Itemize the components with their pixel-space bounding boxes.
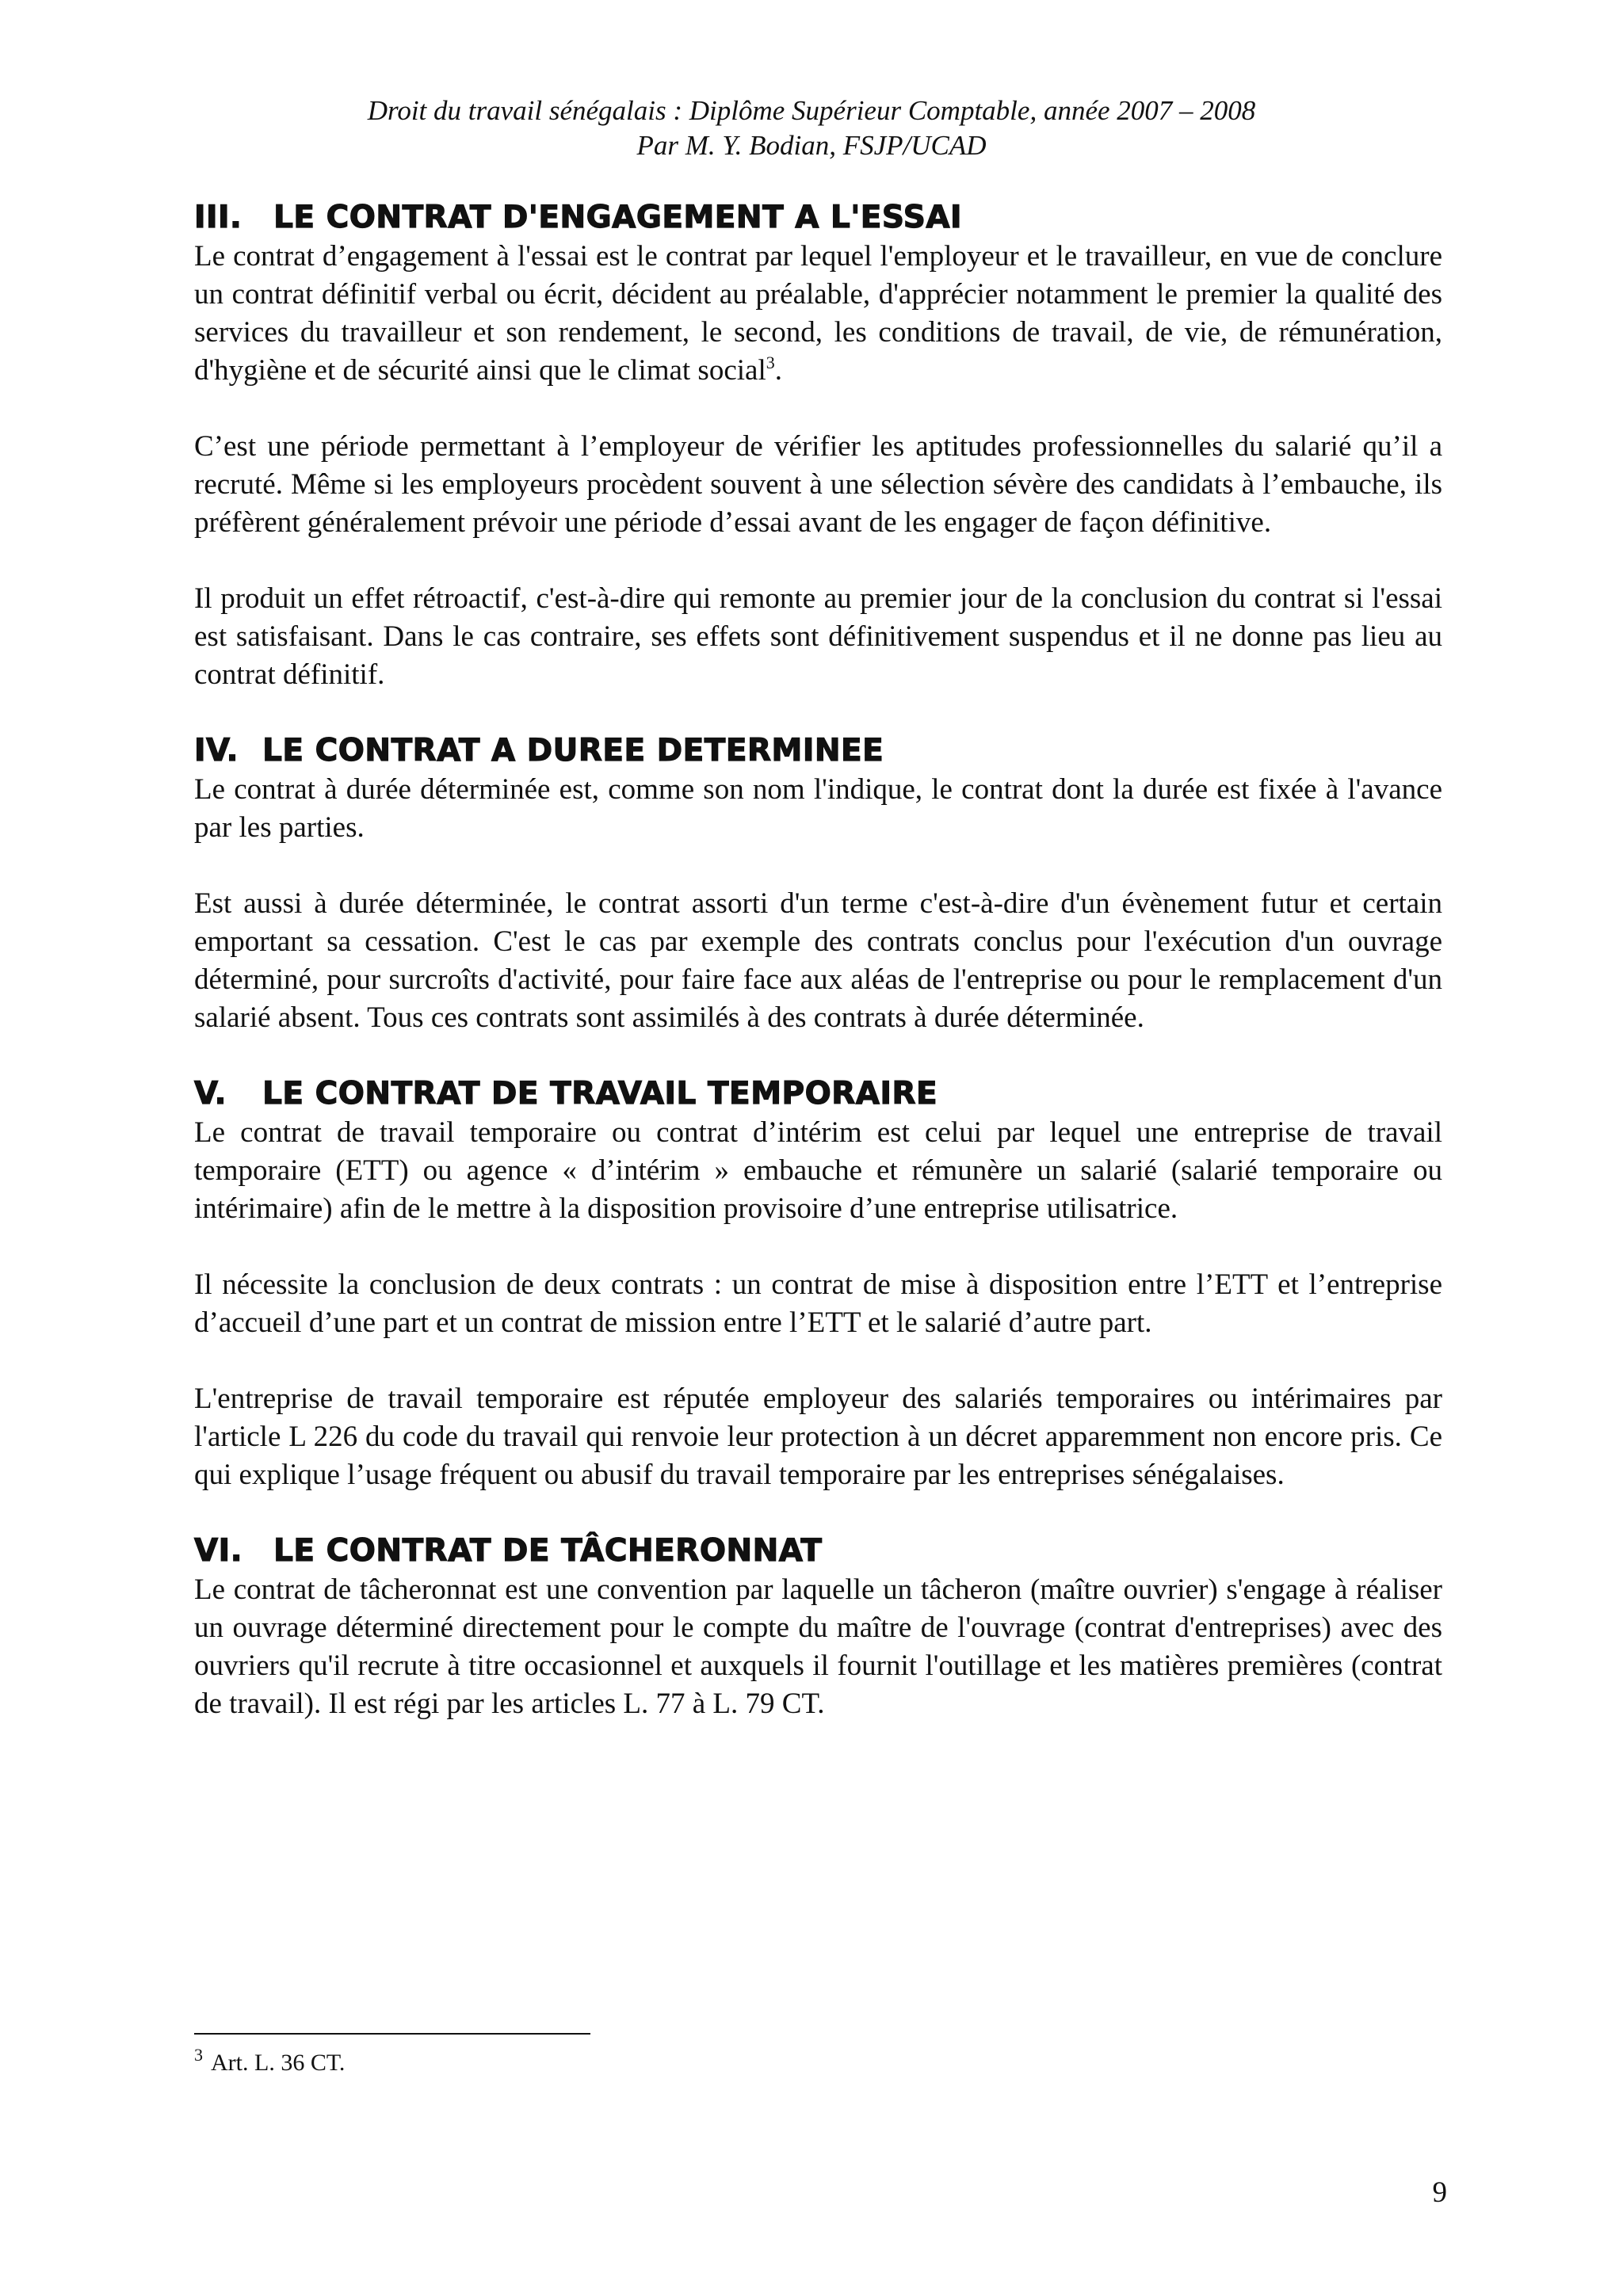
section-heading bbox=[194, 198, 1442, 238]
footnote bbox=[194, 2047, 345, 2079]
paragraph: Le contrat d’engagement à l'essai est le contrat par lequel l'employeur et le travailleur, en vue de conclure un contrat définitif verbal ou écrit, décident au préalable, d'apprécier notamment le premier la qualité des services du travailleur et son rendement, le second, les conditions de travail, de vie, de rémunération, d'hygiène et de sécurité ainsi que le climat social$^3$. bbox=[194, 240, 1442, 387]
section-title: LE CONTRAT DE TRAVAIL TEMPORAIRE bbox=[262, 1076, 938, 1112]
section-iv bbox=[194, 731, 1442, 1037]
section-title: LE CONTRAT A DUREE DETERMINEE bbox=[262, 733, 884, 769]
footnote-text: Art. L. 36 CT. bbox=[211, 2050, 346, 2076]
footnote-reference[interactable]: 3 bbox=[766, 353, 775, 372]
section-heading bbox=[194, 731, 1442, 771]
section-v bbox=[194, 1074, 1442, 1494]
paragraph: Le contrat de tâcheronnat est une convention par laquelle un tâcheron (maître ouvrier) s'engage à réaliser un ouvrage déterminé directement pour le compte du maître de l'ouvrage (contrat d'entreprises) avec des ouvriers qu'il recrute à titre occasionnel et auxquels il fournit l'outillage et les matières premières (contrat de travail). Il est régi par les articles L. 77 à L. 79 CT. bbox=[194, 1573, 1442, 1720]
page-number: 9 bbox=[1432, 2176, 1447, 2209]
section-title: LE CONTRAT DE TÂCHERONNAT bbox=[273, 1533, 823, 1569]
paragraph: Le contrat à durée déterminée est, comme son nom l'indique, le contrat dont la durée est fixée à l'avance par les parties. bbox=[194, 773, 1442, 844]
footnote-marker: 3 bbox=[194, 2045, 203, 2065]
header-line-2: Par M. Y. Bodian, FSJP/UCAD bbox=[636, 130, 987, 161]
header-line-1: Droit du travail sénégalais : Diplôme Supérieur Comptable, année 2007 – 2008 bbox=[367, 95, 1256, 126]
paragraph: Le contrat de travail temporaire ou contrat d’intérim est celui par lequel une entreprise de travail temporaire (ETT) ou agence « d’intérim » embauche et rémunère un salarié (salarié temporaire ou intérimaire) afin de le mettre à la disposition provisoire d’une entreprise utilisatrice. bbox=[194, 1116, 1442, 1225]
paragraph: Il nécessite la conclusion de deux contrats : un contrat de mise à disposition entre l’ETT et l’entreprise d’accueil d’une part et un contrat de mission entre l’ETT et le salarié d’autre part. bbox=[194, 1268, 1442, 1339]
section-heading bbox=[194, 1531, 1442, 1571]
paragraph: L'entreprise de travail temporaire est réputée employeur des salariés temporaires ou intérimaires par l'article L 226 du code du travail qui renvoie leur protection à un décret apparemment non encore pris. Ce qui explique l’usage fréquent ou abusif du travail temporaire par les entreprises sénégalaises. bbox=[194, 1383, 1442, 1491]
section-number: V. bbox=[194, 1076, 227, 1112]
paragraph: Est aussi à durée déterminée, le contrat assorti d'un terme c'est-à-dire d'un évènement futur et certain emportant sa cessation. C'est le cas par exemple des contrats conclus pour l'exécution d'un ouvrage déterminé, pour surcroîts d'activité, pour faire face aux aléas de l'entreprise ou pour le remplacement d'un salarié absent. Tous ces contrats sont assimilés à des contrats à durée déterminée. bbox=[194, 887, 1442, 1034]
section-number: VI. bbox=[194, 1533, 243, 1569]
section-heading bbox=[194, 1074, 1442, 1114]
running-header bbox=[0, 93, 1623, 163]
footnote-separator bbox=[194, 2033, 590, 2035]
section-vi bbox=[194, 1531, 1442, 1723]
paragraph: Il produit un effet rétroactif, c'est-à-dire qui remonte au premier jour de la conclusion du contrat si l'essai est satisfaisant. Dans le cas contraire, ses effets sont définitivement suspendus et il ne donne pas lieu au contrat définitif. bbox=[194, 582, 1442, 691]
section-title: LE CONTRAT D'ENGAGEMENT A L'ESSAI bbox=[273, 200, 963, 235]
main-content bbox=[194, 198, 1442, 1723]
section-iii bbox=[194, 198, 1442, 694]
section-number: III. bbox=[194, 200, 242, 235]
section-number: IV. bbox=[194, 733, 239, 769]
paragraph: C’est une période permettant à l’employeur de vérifier les aptitudes professionnelles du salarié qu’il a recruté. Même si les employeurs procèdent souvent à une sélection sévère des candidats à l’embauche, ils préfèrent généralement prévoir une période d’essai avant de les engager de façon définitive. bbox=[194, 430, 1442, 539]
